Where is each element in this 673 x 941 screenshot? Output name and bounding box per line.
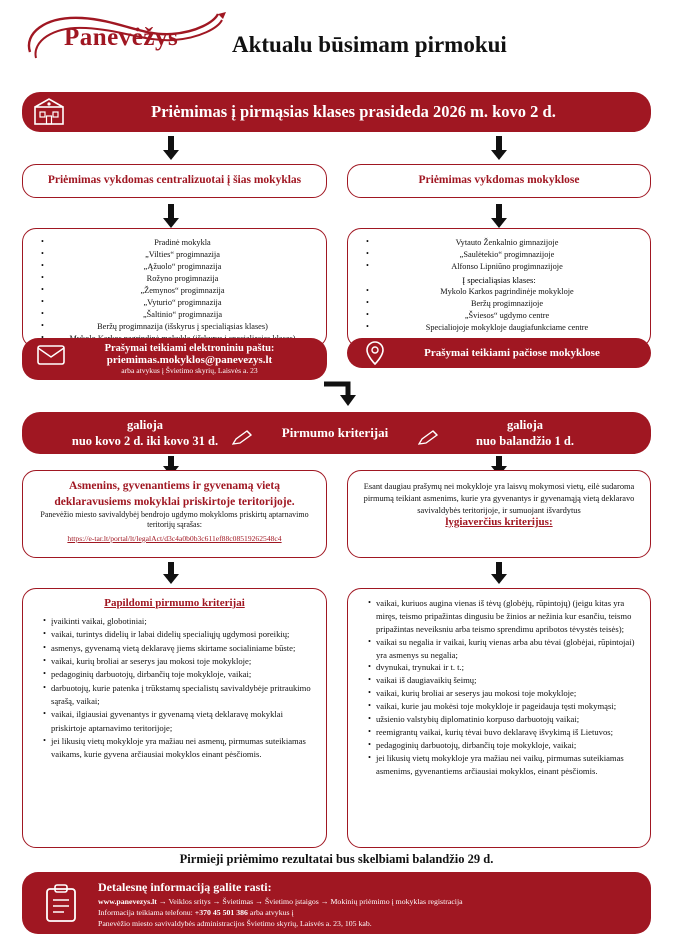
info-text-block xyxy=(98,880,638,929)
extra-criteria-box xyxy=(22,588,327,848)
equal-criteria-list xyxy=(354,597,644,777)
list-item: • vaikai iš daugiavaikių šeimų; xyxy=(368,674,638,687)
criteria-right-date-line1: galioja xyxy=(506,418,544,432)
clipboard-icon xyxy=(42,884,80,924)
criteria-center-label: Pirmumo kriterijai xyxy=(281,425,389,440)
list-item: • vaikai, kurių broliai ar seserys jau mokosi toje mokykloje; xyxy=(368,687,638,700)
territory-list-link[interactable]: https://e-tar.lt/portal/lt/legalAct/d3c4a0b0b3c611ef88c08519262548c4 xyxy=(67,533,282,543)
info-phone-rest: arba atvykus į xyxy=(247,907,294,917)
equal-criteria-heading: lygiaverčius kriterijus: xyxy=(445,516,553,529)
list-item: • pedagoginių darbuotojų, dirbančių toje mokykloje, vaikai; xyxy=(368,739,638,752)
list-item: • Alfonso Lipniūno progimnazijoje xyxy=(366,261,640,273)
list-item: • Pradinė mokykla xyxy=(41,237,316,249)
list-item: • vaikai, kurie jau mokėsi toje mokykloje ir pageidauja tęsti mokymąsi; xyxy=(368,700,638,713)
list-item: • vaikai, ilgiausiai gyvenantys ir gyvenamą vietą deklaravę mokyklai priskirtoje aptarnavimo teritorijoje; xyxy=(43,708,314,735)
personal-criteria-title: Asmenins, gyvenantiems ir gyvenamą vietą deklaravusiems mokyklai priskirtoje teritorijoje. xyxy=(54,480,295,508)
list-item: • Specialiojoje mokykloje daugiafunkciame centre xyxy=(366,322,640,334)
panevezys-logo xyxy=(22,8,237,64)
school-list-schools xyxy=(347,228,651,348)
personal-criteria-box xyxy=(22,470,327,558)
email-submission-line3: arba atvykus į Švietimo skyrių, Laisvės a. 23 xyxy=(121,366,258,375)
school-list-left-items xyxy=(27,237,322,345)
branch-box-centralized xyxy=(22,164,327,198)
list-item: • Mykolo Karkos pagrindinėje mokykloje xyxy=(366,286,640,298)
list-item: • „Šviesos“ ugdymo centre xyxy=(366,310,640,322)
page-title: Aktualu būsimam pirmokui xyxy=(232,32,507,57)
logo-text: Panevėžys xyxy=(64,24,179,51)
equal-criteria-paragraph: Esant daugiau prašymų nei mokykloje yra laisvų mokymosi vietų, eilė sudaroma pirmumą teikiant asmenims, kurie yra gyvenantys ir gyvenamąją vietą deklaravo savivaldybės teritorijoje, ir sumuojant išvardytus xyxy=(363,482,635,515)
school-submission-label: Prašymai teikiami pačiose mokyklose xyxy=(424,347,600,359)
info-line-3: Panevėžio miesto savivaldybės administracijos Švietimo skyrių, Laisvės a. 23, 105 kab. xyxy=(98,918,372,928)
list-item: • „Vyturio“ progimnazija xyxy=(41,297,316,309)
criteria-left-date-line2: nuo kovo 2 d. iki kovo 31 d. xyxy=(71,433,219,448)
school-building-icon xyxy=(32,98,66,126)
school-list-centralized xyxy=(22,228,327,348)
info-phone-number: +370 45 501 386 xyxy=(194,907,248,917)
pencil-icon xyxy=(418,430,440,446)
list-item: • vaikai, kurių broliai ar seserys jau mokosi toje mokykloje; xyxy=(43,655,314,668)
school-submission-band xyxy=(347,338,651,368)
main-announcement-label: Priėmimas į pirmąsias klases prasideda 2026 m. kovo 2 d. xyxy=(151,102,556,121)
list-item: • „Saulėtekio“ progimnazijoje xyxy=(366,249,640,261)
list-item: • reemigrantų vaikai, kurių tėvai buvo deklaravę išvykimą iš Lietuvos; xyxy=(368,726,638,739)
list-item: • Vytauto Ženkalnio gimnazijoje xyxy=(366,237,640,249)
info-title: Detalesnę informaciją galite rasti: xyxy=(98,880,272,894)
info-line-2 xyxy=(98,908,638,919)
list-item: • pedagoginių darbuotojų, dirbančių toje mokykloje, vaikai; xyxy=(43,668,314,681)
info-line-1 xyxy=(98,897,638,908)
list-item: • jei likusių vietų mokykloje yra mažiau nei asmenų, pirmumas suteikiamas vaikams, kurie gyvena arčiausiai mokyklos einant pėsčiomis. xyxy=(43,735,314,762)
main-announcement-band xyxy=(22,92,651,132)
arrow-bent-center xyxy=(322,378,362,408)
list-item: • „Vilties“ progimnazija xyxy=(41,249,316,261)
equal-criteria-box xyxy=(347,470,651,558)
extra-criteria-list xyxy=(29,615,320,761)
criteria-right-dates xyxy=(420,418,630,449)
list-item: • vaikai, kuriuos augina vienas iš tėvų (globėjų, rūpintojų) (jeigu kitas yra miręs, teismo pripažintas dingusiu be žinios ar nežinia kur esančiu, teismo pripažintas neveiksniu arba teismo sprendimu apribotos tėvystės teisės); xyxy=(368,597,638,636)
list-item: • užsienio valstybių diplomatinio korpuso darbuotojų vaikai; xyxy=(368,713,638,726)
equal-criteria-list-box xyxy=(347,588,651,848)
info-website[interactable]: www.panevezys.lt xyxy=(98,897,157,906)
list-item: • dvynukai, trynukai ir t. t.; xyxy=(368,661,638,674)
results-text xyxy=(22,852,651,867)
results-label: Pirmieji priėmimo rezultatai bus skelbiami balandžio 29 d. xyxy=(179,852,494,866)
envelope-icon xyxy=(36,342,66,368)
list-item: • asmenys, gyvenamą vietą deklaravę jiems skirtame socialiniame būste; xyxy=(43,642,314,655)
email-submission-line1: Prašymai teikiami elektroniniu paštu: xyxy=(104,343,275,354)
criteria-right-date-line2: nuo balandžio 1 d. xyxy=(476,433,574,448)
list-item: • vaikai su negalia ir vaikai, kurių vienas arba abu tėvai (globėjai, rūpintojai) yra asmenys su negalia; xyxy=(368,636,638,662)
branch-label-schools: Priėmimas vykdomas mokyklose xyxy=(418,174,580,187)
special-classes-items xyxy=(352,286,646,334)
branch-label-centralized: Priėmimas vykdomas centralizuotai į šias mokyklas xyxy=(47,174,302,187)
list-item: • įvaikinti vaikai, globotiniai; xyxy=(43,615,314,628)
list-item: • „Žemynos“ progimnazija xyxy=(41,285,316,297)
list-item: • darbuotojų, kurie patenka į trūkstamų specialistų savivaldybėje pritraukimo sąrašą, vaikai; xyxy=(43,682,314,709)
email-submission-address: priemimas.mokyklos@panevezys.lt xyxy=(106,354,273,366)
list-item: • vaikai, turintys didelių ir labai didelių specialiųjų ugdymosi poreikių; xyxy=(43,628,314,641)
criteria-left-date-line1: galioja xyxy=(126,418,164,432)
pencil-icon xyxy=(232,430,254,446)
list-item: • Beržų progimnazija (išskyrus į specialiąsias klases) xyxy=(41,321,316,333)
info-path: → Veiklos sritys → Švietimas → Švietimo įstaigos → Mokinių priėmimo į mokyklas registracija xyxy=(156,897,463,906)
list-item: • „Šaltinio“ progimnazija xyxy=(41,309,316,321)
list-item: • „Ąžuolo“ progimnazija xyxy=(41,261,316,273)
branch-box-schools xyxy=(347,164,651,198)
email-submission-band xyxy=(22,338,327,380)
info-phone-label: Informacija teikiama telefonu: xyxy=(98,907,195,917)
poster-header xyxy=(0,0,673,70)
criteria-left-dates xyxy=(40,418,250,449)
list-item: • Rožyno progimnazija xyxy=(41,273,316,285)
personal-criteria-note: Panevėžio miesto savivaldybėj bendrojo ugdymo mokykloms priskirtų aptarnavimo teritorijų sąrašas: xyxy=(40,510,309,530)
location-pin-icon xyxy=(362,340,388,366)
special-classes-heading: Į specialiąsias klases: xyxy=(462,275,536,286)
list-item: • jei likusių vietų mokykloje yra mažiau nei vaikų, pirmumas suteikiamas asmenims, gyvenantiems arčiausiai mokyklos, einant pėsčiomis. xyxy=(368,752,638,778)
school-list-right-items xyxy=(352,237,646,273)
list-item: • Beržų progimnazijoje xyxy=(366,298,640,310)
extra-criteria-title: Papildomi pirmumo kriterijai xyxy=(104,597,245,609)
